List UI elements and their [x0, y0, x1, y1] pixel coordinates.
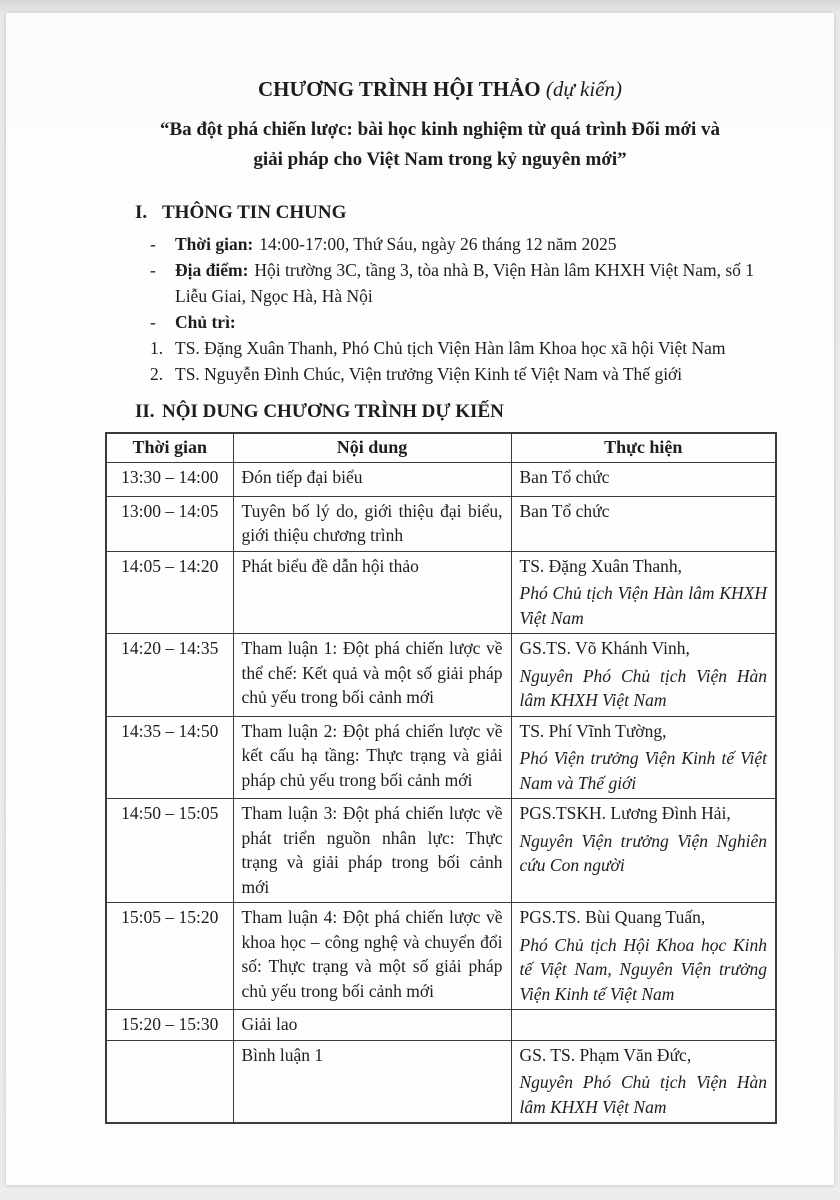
- section2-heading: [135, 401, 775, 423]
- presenter-name: Ban Tổ chức: [519, 467, 610, 487]
- table-row: [106, 903, 776, 1010]
- cell-presenter: [511, 634, 776, 717]
- table-row: [106, 634, 776, 717]
- cell-content: Tuyên bố lý do, giới thiệu đại biểu, giới thiệu chương trình: [233, 496, 511, 551]
- list-marker: -: [150, 260, 156, 280]
- table-row: [106, 1010, 776, 1041]
- column-header-time: Thời gian: [106, 433, 233, 463]
- column-header-presenter: Thực hiện: [511, 433, 776, 463]
- presenter-name: Ban Tổ chức: [519, 500, 610, 521]
- list-marker: 2.: [150, 364, 164, 384]
- general-info-list: [105, 231, 775, 387]
- presenter-name: TS. Phí Vĩnh Tường,: [519, 720, 667, 741]
- presenter-name: TS. Đặng Xuân Thanh,: [519, 555, 682, 576]
- subtitle-line-1: “Ba đột phá chiến lược: bài học kinh nghiệm từ quá trình Đổi mới và: [159, 119, 721, 140]
- program-table: [105, 432, 777, 1124]
- cell-presenter: [511, 1010, 776, 1041]
- section2-number: II.: [135, 401, 155, 422]
- cell-presenter: [511, 496, 776, 551]
- document-subtitle: [105, 115, 775, 175]
- list-marker: -: [150, 234, 156, 254]
- info-body: [175, 231, 775, 257]
- title-text: CHƯƠNG TRÌNH HỘI THẢO: [258, 77, 541, 101]
- presenter-role: Phó Viện trưởng Viện Kinh tế Việt Nam và Thế giới: [519, 748, 767, 793]
- info-text: Hội trường 3C, tầng 3, tòa nhà B, Viện Hàn lâm KHXH Việt Nam, số 1 Liễu Giai, Ngọc Hà, Hà Nội: [175, 260, 755, 306]
- cell-presenter: [511, 799, 776, 903]
- presenter-role: Phó Chủ tịch Viện Hàn lâm KHXH Việt Nam: [519, 583, 767, 628]
- presenter-role: Phó Chủ tịch Hội Khoa học Kinh tế Việt Nam, Nguyên Viện trưởng Viện Kinh tế Việt Nam: [519, 934, 767, 1004]
- info-item: [105, 257, 775, 309]
- document-content: [105, 13, 775, 1124]
- cell-content: Tham luận 3: Đột phá chiến lược về phát triển nguồn nhân lực: Thực trạng và giải pháp trong bối cảnh mới: [233, 799, 511, 903]
- section2-title: NỘI DUNG CHƯƠNG TRÌNH DỰ KIẾN: [162, 401, 504, 422]
- table-row: [106, 496, 776, 551]
- list-marker: -: [150, 312, 156, 332]
- column-header-content: Nội dung: [233, 433, 511, 463]
- cell-time: 14:05 – 14:20: [106, 551, 233, 634]
- table-row: [106, 463, 776, 497]
- cell-time: 13:30 – 14:00: [106, 463, 233, 497]
- table-header-row: [106, 433, 776, 463]
- cell-time: 14:35 – 14:50: [106, 716, 233, 799]
- cell-time: [106, 1040, 233, 1123]
- cell-presenter: [511, 1040, 776, 1123]
- cell-content: Tham luận 4: Đột phá chiến lược về khoa học – công nghệ và chuyển đổi số: Thực trạng và một số giải pháp chủ yếu trong bối cảnh mới: [233, 903, 511, 1010]
- table-row: [106, 716, 776, 799]
- cell-presenter: [511, 463, 776, 497]
- cell-content: Đón tiếp đại biểu: [233, 463, 511, 497]
- info-body: [175, 309, 775, 335]
- cell-time: 14:20 – 14:35: [106, 634, 233, 717]
- table-row: [106, 1040, 776, 1123]
- cell-content: Phát biểu đề dẫn hội thảo: [233, 551, 511, 634]
- subtitle-line-2: giải pháp cho Việt Nam trong kỷ nguyên mới”: [253, 149, 627, 170]
- section1-heading: [135, 202, 775, 224]
- info-label: Thời gian:: [175, 234, 254, 254]
- table-row: [106, 551, 776, 634]
- title-note: (dự kiến): [545, 77, 622, 101]
- info-item: [105, 361, 775, 387]
- presenter-name: PGS.TSKH. Lương Đình Hải,: [519, 803, 731, 823]
- presenter-role: Nguyên Phó Chủ tịch Viện Hàn lâm KHXH Việt Nam: [519, 665, 767, 710]
- cell-time: 15:05 – 15:20: [106, 903, 233, 1010]
- cell-presenter: [511, 903, 776, 1010]
- document-page: [6, 13, 834, 1185]
- info-body: [175, 257, 775, 309]
- section1-title: THÔNG TIN CHUNG: [162, 202, 347, 223]
- info-body: [175, 361, 775, 387]
- presenter-name: PGS.TS. Bùi Quang Tuấn,: [519, 907, 706, 927]
- info-text: TS. Nguyễn Đình Chúc, Viện trưởng Viện Kinh tế Việt Nam và Thế giới: [175, 364, 683, 384]
- table-row: [106, 799, 776, 903]
- info-item: [105, 335, 775, 361]
- presenter-name: GS.TS. Võ Khánh Vinh,: [519, 638, 690, 658]
- presenter-role: Nguyên Viện trưởng Viện Nghiên cứu Con người: [519, 830, 767, 875]
- cell-content: Tham luận 1: Đột phá chiến lược về thể chế: Kết quả và một số giải pháp chủ yếu trong bối cảnh mới: [233, 634, 511, 717]
- cell-content: Giải lao: [233, 1010, 511, 1041]
- cell-time: 14:50 – 15:05: [106, 799, 233, 903]
- cell-time: 15:20 – 15:30: [106, 1010, 233, 1041]
- cell-content: Tham luận 2: Đột phá chiến lược về kết cấu hạ tầng: Thực trạng và giải pháp chủ yếu trong bối cảnh mới: [233, 716, 511, 799]
- info-item: [105, 231, 775, 257]
- info-text: TS. Đặng Xuân Thanh, Phó Chủ tịch Viện Hàn lâm Khoa học xã hội Việt Nam: [175, 338, 726, 358]
- info-text: 14:00-17:00, Thứ Sáu, ngày 26 tháng 12 năm 2025: [259, 234, 617, 254]
- section1-number: I.: [135, 202, 148, 223]
- presenter-name: GS. TS. Phạm Văn Đức,: [519, 1044, 692, 1065]
- cell-content: Bình luận 1: [233, 1040, 511, 1123]
- info-item: [105, 309, 775, 335]
- cell-time: 13:00 – 14:05: [106, 496, 233, 551]
- presenter-role: Nguyên Phó Chủ tịch Viện Hàn lâm KHXH Việt Nam: [519, 1072, 767, 1117]
- info-label: Địa điểm:: [175, 260, 249, 280]
- cell-presenter: [511, 551, 776, 634]
- info-label: Chủ trì:: [175, 312, 236, 332]
- document-title: [105, 77, 775, 102]
- list-marker: 1.: [150, 338, 164, 358]
- info-body: [175, 335, 775, 361]
- cell-presenter: [511, 716, 776, 799]
